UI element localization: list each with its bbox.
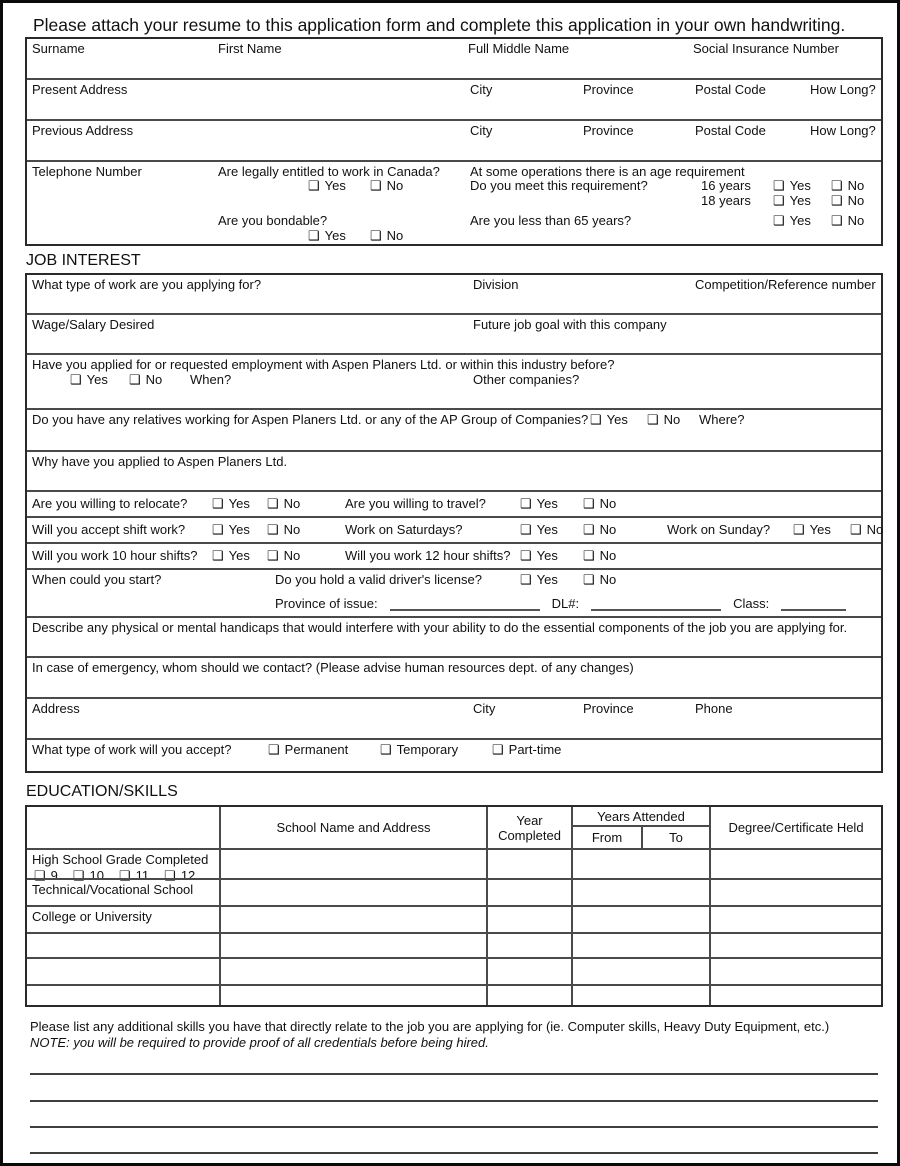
blank-label-cell[interactable]	[27, 984, 221, 1005]
degree-cell[interactable]	[711, 957, 881, 984]
grade-9-checkbox[interactable]: ❑ 9	[34, 868, 58, 883]
checkbox-icon: ❑	[520, 572, 532, 587]
grade-12-checkbox[interactable]: ❑ 12	[164, 868, 196, 883]
start-date-label: When could you start?	[32, 572, 162, 587]
city-label: City	[470, 82, 493, 97]
competition-label: Competition/Reference number	[695, 277, 876, 292]
emergency-row	[27, 656, 881, 697]
checkbox-icon: ❑	[164, 868, 176, 883]
checkbox-icon: ❑	[34, 868, 46, 883]
age-16-no-checkbox[interactable]: ❑ No	[831, 178, 865, 193]
ten-hour-no-checkbox[interactable]: ❑ No	[267, 548, 301, 563]
part-time-checkbox[interactable]: ❑ Part-time	[492, 742, 562, 757]
telephone-eligibility-row	[27, 160, 881, 244]
accept-type-label: What type of work will you accept?	[32, 742, 232, 757]
less-65-no-checkbox[interactable]: ❑ No	[831, 213, 865, 228]
checkbox-icon: ❑	[492, 742, 504, 757]
from-header: From	[573, 827, 643, 848]
age-requirement-label: At some operations there is an age requirement	[470, 164, 745, 179]
other-companies-label: Other companies?	[473, 372, 580, 387]
school-name-header: School Name and Address	[221, 807, 488, 848]
years-attended-cell[interactable]	[573, 932, 711, 957]
checkbox-icon: ❑	[267, 522, 279, 537]
applied-no-checkbox[interactable]: ❑ No	[129, 372, 163, 387]
checkbox-icon: ❑	[70, 372, 82, 387]
age-18-label: 18 years	[701, 193, 751, 208]
city-label: City	[473, 701, 496, 716]
personal-info-table	[25, 37, 883, 246]
temporary-checkbox[interactable]: ❑ Temporary	[380, 742, 459, 757]
education-table	[25, 805, 883, 1007]
travel-yes-checkbox[interactable]: ❑ Yes	[520, 496, 558, 511]
year-completed-cell[interactable]	[488, 878, 573, 905]
future-goal-label: Future job goal with this company	[473, 317, 667, 332]
start-license-row	[27, 568, 881, 616]
handicaps-label: Describe any physical or mental handicaps that would interfere with your ability to do the essential components of the job you are applying for.	[32, 620, 848, 635]
blank-label-cell[interactable]	[27, 932, 221, 957]
checkbox-icon: ❑	[773, 178, 785, 193]
degree-cell[interactable]	[711, 905, 881, 932]
years-attended-cell[interactable]	[573, 878, 711, 905]
school-name-cell[interactable]	[221, 848, 488, 878]
emergency-label: In case of emergency, whom should we contact? (Please advise human resources dept. of any changes)	[32, 660, 634, 675]
checkbox-icon: ❑	[647, 412, 659, 427]
form-instruction-title: Please attach your resume to this application form and complete this application in your own handwriting.	[33, 15, 846, 35]
age-18-no-checkbox[interactable]: ❑ No	[831, 193, 865, 208]
telephone-label: Telephone Number	[32, 164, 142, 179]
school-name-cell[interactable]	[221, 878, 488, 905]
relatives-row	[27, 408, 881, 450]
address-label: Address	[32, 701, 80, 716]
handicaps-row	[27, 616, 881, 656]
job-interest-heading: JOB INTEREST	[26, 252, 141, 269]
years-attended-cell[interactable]	[573, 848, 711, 878]
degree-cell[interactable]	[711, 848, 881, 878]
saturdays-label: Work on Saturdays?	[345, 522, 463, 537]
permanent-checkbox[interactable]: ❑ Permanent	[268, 742, 349, 757]
age-16-yes-checkbox[interactable]: ❑ Yes	[773, 178, 811, 193]
dl-number-field[interactable]	[591, 596, 721, 611]
technical-school-label-cell	[27, 878, 221, 905]
relocate-label: Are you willing to relocate?	[32, 496, 188, 511]
entitled-no-checkbox[interactable]: ❑ No	[370, 178, 404, 193]
relocate-yes-checkbox[interactable]: ❑ Yes	[212, 496, 250, 511]
accept-type-row	[27, 738, 881, 773]
checkbox-icon: ❑	[831, 178, 843, 193]
writing-line[interactable]	[30, 1073, 878, 1075]
high-school-label: High School Grade Completed	[32, 852, 209, 867]
province-of-issue-field[interactable]	[390, 596, 540, 611]
first-name-label: First Name	[218, 41, 282, 56]
present-address-row	[27, 78, 881, 119]
checkbox-icon: ❑	[129, 372, 141, 387]
checkbox-icon: ❑	[590, 412, 602, 427]
school-name-cell[interactable]	[221, 957, 488, 984]
age-18-yes-checkbox[interactable]: ❑ Yes	[773, 193, 811, 208]
license-yes-checkbox[interactable]: ❑ Yes	[520, 572, 558, 587]
education-corner-cell	[27, 807, 221, 848]
checkbox-icon: ❑	[520, 522, 532, 537]
why-applied-row	[27, 450, 881, 490]
postal-code-label: Postal Code	[695, 82, 766, 97]
credentials-note: NOTE: you will be required to provide proof of all credentials before being hired.	[30, 1035, 489, 1050]
school-name-cell[interactable]	[221, 932, 488, 957]
province-of-issue-label: Province of issue:	[275, 596, 378, 611]
when-label: When?	[190, 372, 232, 387]
technical-school-label: Technical/Vocational School	[32, 882, 194, 897]
work-type-row	[27, 275, 881, 313]
wage-label: Wage/Salary Desired	[32, 317, 155, 332]
degree-cell[interactable]	[711, 932, 881, 957]
checkbox-icon: ❑	[850, 522, 862, 537]
year-completed-cell[interactable]	[488, 957, 573, 984]
license-class-field[interactable]	[781, 596, 846, 611]
years-attended-cell[interactable]	[573, 957, 711, 984]
college-label-cell	[27, 905, 221, 932]
less-65-yes-checkbox[interactable]: ❑ Yes	[773, 213, 811, 228]
blank-label-cell[interactable]	[27, 957, 221, 984]
writing-line[interactable]	[30, 1100, 878, 1102]
shift-yes-checkbox[interactable]: ❑ Yes	[212, 522, 250, 537]
how-long-label: How Long?	[810, 123, 876, 138]
checkbox-icon: ❑	[583, 572, 595, 587]
shift-work-row	[27, 516, 884, 542]
bondable-no-checkbox[interactable]: ❑ No	[370, 228, 404, 243]
middle-name-label: Full Middle Name	[468, 41, 570, 56]
checkbox-icon: ❑	[308, 228, 320, 243]
years-attended-header: Years Attended	[573, 807, 711, 827]
school-name-cell[interactable]	[221, 905, 488, 932]
relocate-no-checkbox[interactable]: ❑ No	[267, 496, 301, 511]
province-label: Province	[583, 82, 634, 97]
applied-before-label: Have you applied for or requested employment with Aspen Planers Ltd. or within this industry before?	[32, 357, 615, 372]
province-label: Province	[583, 123, 634, 138]
bondable-yes-checkbox[interactable]: ❑ Yes	[308, 228, 346, 243]
checkbox-icon: ❑	[119, 868, 131, 883]
years-attended-cell[interactable]	[573, 984, 711, 1005]
job-interest-table	[25, 273, 883, 773]
degree-cell[interactable]	[711, 984, 881, 1005]
applied-yes-checkbox[interactable]: ❑ Yes	[70, 372, 108, 387]
grade-11-checkbox[interactable]: ❑ 11	[119, 868, 150, 883]
meet-requirement-label: Do you meet this requirement?	[470, 178, 648, 193]
checkbox-icon: ❑	[773, 213, 785, 228]
sunday-label: Work on Sunday?	[667, 522, 771, 537]
phone-label: Phone	[695, 701, 733, 716]
license-label: Do you hold a valid driver's license?	[275, 572, 482, 587]
sin-label: Social Insurance Number	[693, 41, 839, 56]
year-completed-cell[interactable]	[488, 984, 573, 1005]
why-applied-label: Why have you applied to Aspen Planers Ltd.	[32, 454, 288, 469]
year-completed-cell[interactable]	[488, 932, 573, 957]
travel-no-checkbox[interactable]: ❑ No	[583, 496, 617, 511]
shift-work-label: Will you accept shift work?	[32, 522, 186, 537]
twelve-hour-yes-checkbox[interactable]: ❑ Yes	[520, 548, 558, 563]
checkbox-icon: ❑	[520, 548, 532, 563]
previous-address-label: Previous Address	[32, 123, 134, 138]
entitled-yes-checkbox[interactable]: ❑ Yes	[308, 178, 346, 193]
relatives-yes-checkbox[interactable]: ❑ Yes	[590, 412, 628, 427]
saturdays-yes-checkbox[interactable]: ❑ Yes	[520, 522, 558, 537]
city-label: City	[470, 123, 493, 138]
ten-hour-label: Will you work 10 hour shifts?	[32, 548, 198, 563]
name-row	[27, 39, 881, 78]
years-attended-cell[interactable]	[573, 905, 711, 932]
twelve-hour-no-checkbox[interactable]: ❑ No	[583, 548, 617, 563]
age-16-label: 16 years	[701, 178, 751, 193]
license-no-checkbox[interactable]: ❑ No	[583, 572, 617, 587]
license-class-label: Class:	[733, 596, 770, 611]
checkbox-icon: ❑	[370, 178, 382, 193]
division-label: Division	[473, 277, 519, 292]
ten-hour-yes-checkbox[interactable]: ❑ Yes	[212, 548, 250, 563]
previous-address-row	[27, 119, 881, 160]
checkbox-icon: ❑	[831, 213, 843, 228]
year-completed-header: Year Completed	[488, 807, 573, 848]
additional-skills-note: Please list any additional skills you have that directly relate to the job you are applying for (ie. Computer skills, Heavy Duty Equipment, etc.)	[30, 1019, 830, 1034]
checkbox-icon: ❑	[583, 548, 595, 563]
high-school-label-cell	[27, 848, 221, 883]
emergency-address-row	[27, 697, 881, 738]
sunday-yes-checkbox[interactable]: ❑ Yes	[793, 522, 831, 537]
year-completed-cell[interactable]	[488, 905, 573, 932]
province-label: Province	[583, 701, 634, 716]
degree-cell[interactable]	[711, 878, 881, 905]
less-than-65-label: Are you less than 65 years?	[470, 213, 632, 228]
checkbox-icon: ❑	[212, 496, 224, 511]
dl-number-label: DL#:	[551, 596, 580, 611]
sunday-no-checkbox[interactable]: ❑ No	[850, 522, 884, 537]
writing-line[interactable]	[30, 1152, 878, 1154]
where-label: Where?	[699, 412, 745, 427]
checkbox-icon: ❑	[212, 522, 224, 537]
checkbox-icon: ❑	[380, 742, 392, 757]
checkbox-icon: ❑	[520, 496, 532, 511]
applied-before-row	[27, 353, 881, 408]
checkbox-icon: ❑	[267, 496, 279, 511]
education-skills-heading: EDUCATION/SKILLS	[26, 783, 178, 800]
checkbox-icon: ❑	[773, 193, 785, 208]
postal-code-label: Postal Code	[695, 123, 766, 138]
degree-header: Degree/Certificate Held	[728, 820, 864, 835]
checkbox-icon: ❑	[793, 522, 805, 537]
grade-10-checkbox[interactable]: ❑ 10	[72, 868, 105, 883]
relatives-label: Do you have any relatives working for Aspen Planers Ltd. or any of the AP Group of Companies?	[32, 412, 589, 427]
checkbox-icon: ❑	[831, 193, 843, 208]
relatives-no-checkbox[interactable]: ❑ No	[647, 412, 681, 427]
present-address-label: Present Address	[32, 82, 128, 97]
writing-line[interactable]	[30, 1126, 878, 1128]
checkbox-icon: ❑	[308, 178, 320, 193]
checkbox-icon: ❑	[583, 522, 595, 537]
saturdays-no-checkbox[interactable]: ❑ No	[583, 522, 617, 537]
checkbox-icon: ❑	[268, 742, 280, 757]
legally-entitled-label: Are legally entitled to work in Canada?	[218, 164, 440, 179]
relocate-row	[27, 490, 881, 516]
ten-hour-row	[27, 542, 881, 568]
checkbox-icon: ❑	[72, 868, 85, 883]
college-label: College or University	[32, 909, 152, 924]
twelve-hour-label: Will you work 12 hour shifts?	[345, 548, 511, 563]
to-header: To	[643, 827, 711, 848]
shift-no-checkbox[interactable]: ❑ No	[267, 522, 301, 537]
surname-label: Surname	[32, 41, 85, 56]
checkbox-icon: ❑	[370, 228, 382, 243]
checkbox-icon: ❑	[267, 548, 279, 563]
checkbox-icon: ❑	[212, 548, 224, 563]
how-long-label: How Long?	[810, 82, 876, 97]
year-completed-cell[interactable]	[488, 848, 573, 878]
wage-row	[27, 313, 881, 353]
checkbox-icon: ❑	[583, 496, 595, 511]
travel-label: Are you willing to travel?	[345, 496, 486, 511]
work-type-label: What type of work are you applying for?	[32, 277, 262, 292]
bondable-label: Are you bondable?	[218, 213, 328, 228]
school-name-cell[interactable]	[221, 984, 488, 1005]
